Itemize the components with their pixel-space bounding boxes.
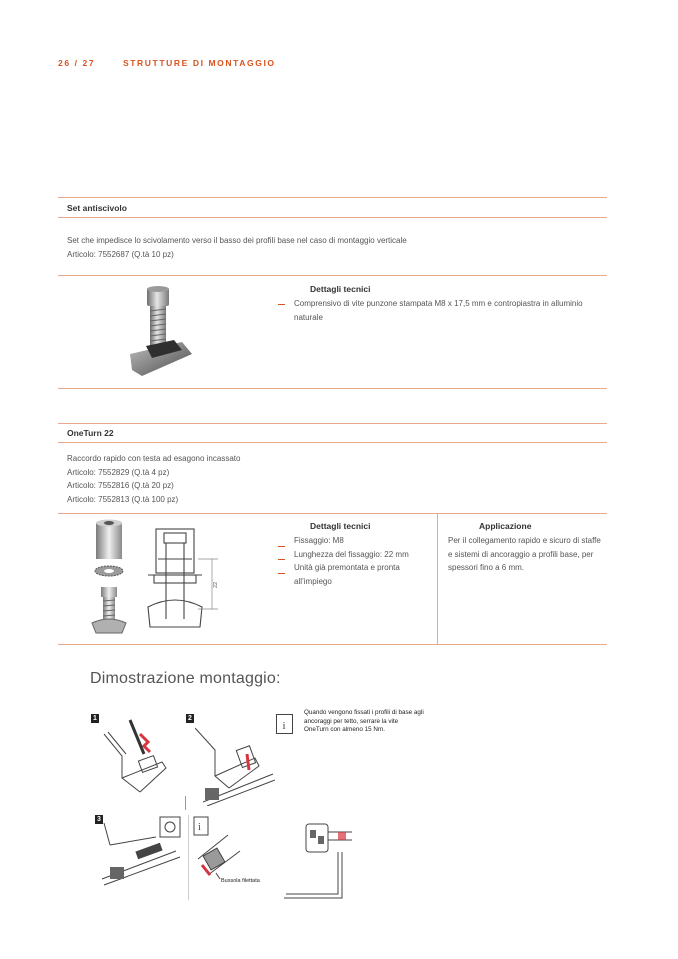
bullet-dash (278, 546, 285, 547)
assembly-note: Quando vengono fissati i profili di base agli ancoraggi per tetto, serrare la vite OneTurn con almeno 15 Nm. (304, 709, 424, 733)
oneturn-technical-drawing (140, 523, 230, 641)
column-divider (437, 513, 438, 644)
page-number: 26 / 27 (58, 58, 96, 68)
divider (58, 217, 607, 218)
article-number: Articolo: 7552687 (Q.tà 10 pz) (67, 250, 174, 259)
base-profile-diagram (280, 816, 370, 900)
article-number: Articolo: 7552816 (Q.tà 20 pz) (67, 481, 174, 490)
divider (58, 275, 607, 276)
divider (58, 423, 607, 424)
bullet-dash (278, 559, 285, 560)
product-description: Raccordo rapido con testa ad esagono incassato (67, 454, 241, 463)
article-number: Articolo: 7552829 (Q.tà 4 pz) (67, 468, 170, 477)
section-title: STRUTTURE DI MONTAGGIO (123, 58, 276, 68)
divider (58, 644, 607, 645)
caption-threaded-bushing: Bussola filettata (221, 878, 260, 884)
step-number: 2 (186, 714, 194, 723)
detail-item: Comprensivo di vite punzone stampata M8 x 17,5 mm e contropiastra in alluminio naturale (294, 299, 583, 322)
product-title-set-antiscivolo: Set antiscivolo (67, 203, 127, 213)
panel-divider (185, 796, 186, 810)
info-icon-letter: i (198, 822, 201, 833)
product-description: Set che impedisce lo scivolamento verso il basso dei profili base nel caso di montaggio verticale (67, 236, 407, 245)
step-1-illustration (100, 714, 180, 794)
bullet-dash (278, 573, 285, 574)
detail-item: Fissaggio: M8 (294, 536, 344, 545)
details-title: Dettagli tecnici (310, 284, 371, 294)
step-number: 1 (91, 714, 99, 723)
divider (58, 388, 607, 389)
divider (58, 197, 607, 198)
info-icon (276, 714, 293, 734)
demo-title: Dimostrazione montaggio: (90, 670, 281, 687)
divider (58, 442, 607, 443)
dimension-label: 22 (213, 581, 219, 588)
application-title: Applicazione (479, 521, 532, 531)
article-number: Articolo: 7552813 (Q.tà 100 pz) (67, 495, 179, 504)
step-2-illustration (195, 714, 275, 806)
step-3-illustration (96, 815, 188, 897)
details-title: Dettagli tecnici (310, 521, 371, 531)
product-title-oneturn: OneTurn 22 (67, 428, 114, 438)
bullet-dash (278, 304, 285, 305)
application-text: Per il collegamento rapido e sicuro di staffe e sistemi di ancoraggio a profili base, per spessori fino a 6 mm. (448, 536, 601, 572)
step-number: 3 (95, 815, 103, 824)
threaded-bushing-illustration (188, 815, 278, 900)
info-icon-letter: i (282, 720, 286, 732)
detail-item: Lunghezza del fissaggio: 22 mm (294, 550, 409, 559)
anti-slip-set-image (124, 284, 198, 380)
detail-item: Unità già premontata e pronta all’impiego (294, 563, 400, 586)
oneturn-parts-image (86, 519, 136, 641)
divider (58, 513, 607, 514)
